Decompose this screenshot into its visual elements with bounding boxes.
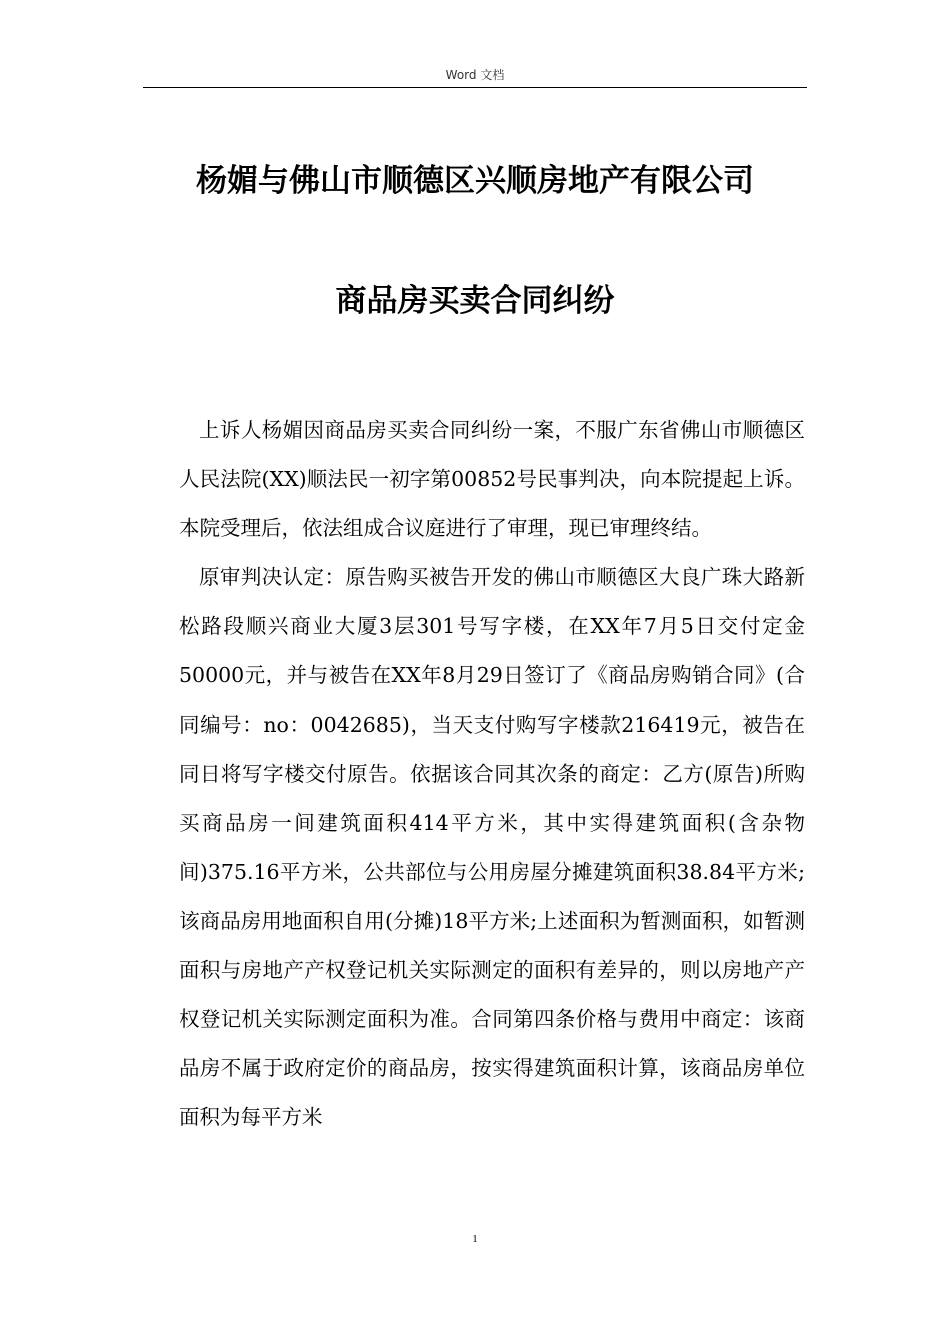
document-title-line-1: 杨媚与佛山市顺德区兴顺房地产有限公司	[196, 163, 754, 199]
document-body	[179, 406, 805, 1142]
page-header: Word 文档	[445, 68, 505, 82]
header-divider	[143, 87, 807, 88]
page-number: 1	[472, 1233, 478, 1245]
document-title-line-2: 商品房买卖合同纠纷	[335, 283, 615, 319]
paragraph-1: 上诉人杨媚因商品房买卖合同纠纷一案，不服广东省佛山市顺德区人民法院(XX)顺法民一初字第00852号民事判决，向本院提起上诉。本院受理后，依法组成合议庭进行了审理，现已审理终结。	[179, 418, 805, 541]
paragraph-2: 原审判决认定：原告购买被告开发的佛山市顺德区大良广珠大路新松路段顺兴商业大厦3层301号写字楼，在XX年7月5日交付定金50000元，并与被告在XX年8月29日签订了《商品房购销合同》(合同编号：no：0042685)，当天支付购写字楼款216419元，被告在同日将写字楼交付原告。依据该合同其次条的商定：乙方(原告)所购买商品房一间建筑面积414平方米，其中实得建筑面积(含杂物间)375.16平方米，公共部位与公用房屋分摊建筑面积38.84平方米;该商品房用地面积自用(分摊)18平方米;上述面积为暂测面积，如暂测面积与房地产产权登记机关实际测定的面积有差异的，则以房地产产权登记机关实际测定面积为准。合同第四条价格与费用中商定：该商品房不属于政府定价的商品房，按实得建筑面积计算，该商品房单位面积为每平方米	[179, 565, 805, 1130]
